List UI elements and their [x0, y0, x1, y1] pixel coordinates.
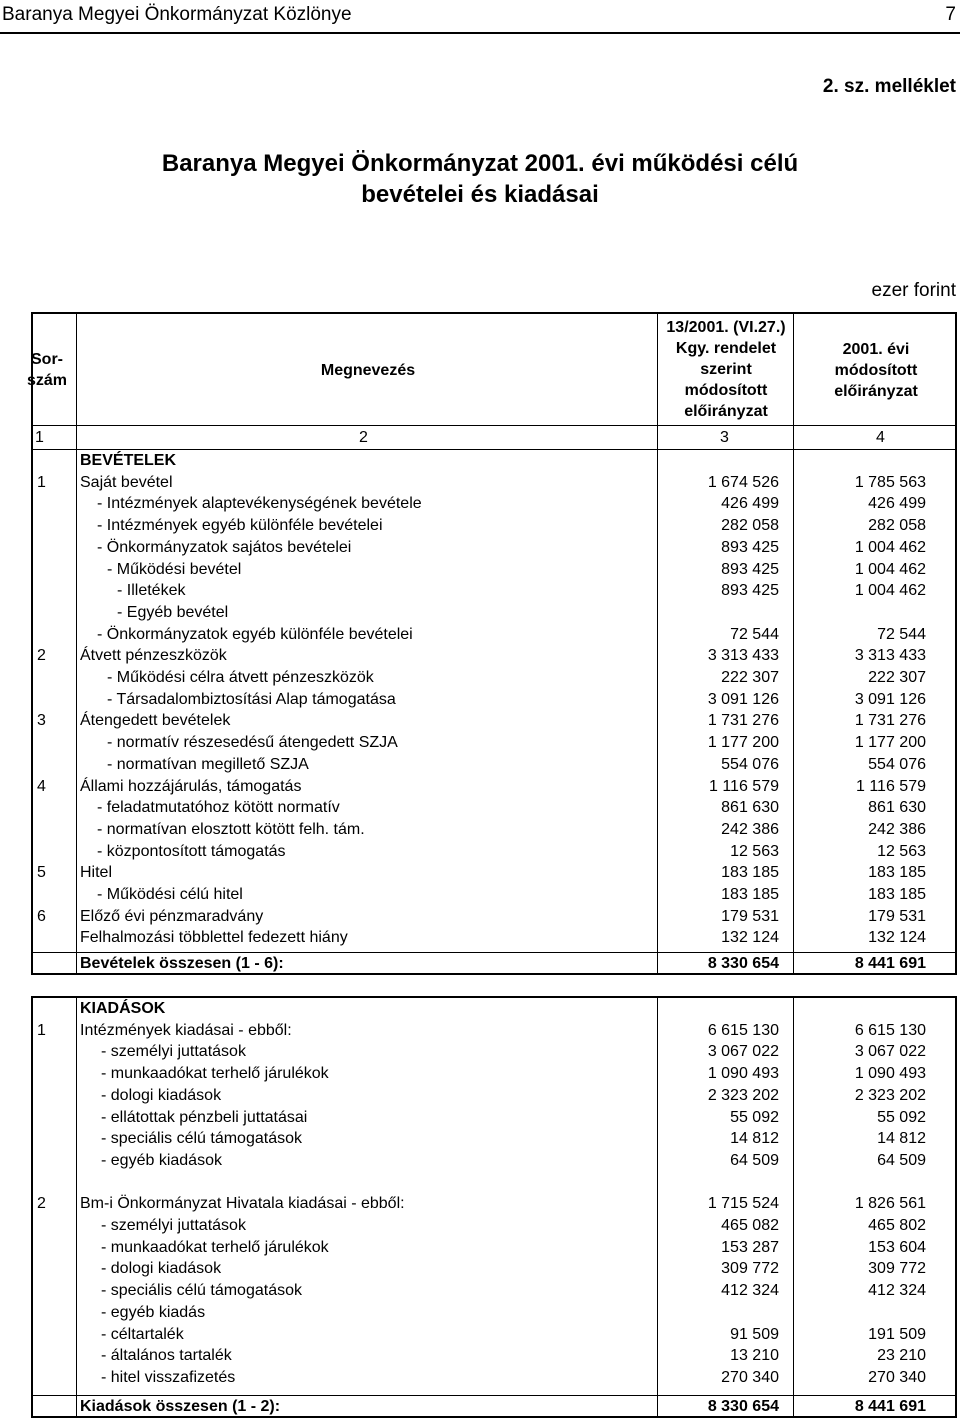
- row-value-modified: 282 058: [721, 517, 779, 535]
- row-value-2001: 2 323 202: [854, 1086, 926, 1104]
- row-number: 1: [37, 1021, 46, 1039]
- row-value-2001: 1 116 579: [856, 777, 926, 795]
- row-name: Hitel: [80, 864, 113, 882]
- row-name: Bm-i Önkormányzat Hivatala kiadásai - ebből:: [80, 1195, 405, 1213]
- row-value-2001: 3 067 022: [854, 1043, 926, 1061]
- row-value-2001: 309 772: [868, 1260, 926, 1278]
- row-value-2001: 3 091 126: [854, 690, 926, 708]
- row-value-2001: 55 092: [877, 1108, 926, 1126]
- row-value-modified: 1 116 579: [709, 777, 779, 795]
- row-value-modified: 309 772: [721, 1260, 779, 1278]
- revenue-table: [26, 312, 957, 975]
- row-name: - speciális célú támogatások: [101, 1130, 302, 1148]
- row-value-modified: 893 425: [721, 582, 779, 600]
- row-value-2001: 179 531: [868, 907, 926, 925]
- row-value-modified: 242 386: [721, 820, 779, 838]
- row-value-2001: 14 812: [877, 1130, 926, 1148]
- row-name: - céltartalék: [101, 1325, 184, 1343]
- row-value-2001: 183 185: [868, 864, 926, 882]
- row-value-modified: 183 185: [721, 864, 779, 882]
- row-name: - normatívan megillető SZJA: [107, 755, 309, 773]
- row-value-modified: 1 090 493: [707, 1065, 779, 1083]
- row-value-modified: 893 425: [721, 560, 779, 578]
- row-value-modified: 13 210: [730, 1347, 779, 1365]
- row-name: - központosított támogatás: [97, 842, 286, 860]
- row-name: - Önkormányzatok egyéb különféle bevételei: [97, 625, 413, 643]
- row-value-2001: 1 731 276: [854, 712, 926, 730]
- row-value-modified: 270 340: [721, 1368, 779, 1386]
- row-value-2001: 412 324: [868, 1282, 926, 1300]
- row-name: - normatív részesedésű átengedett SZJA: [107, 734, 398, 752]
- row-number: 4: [37, 777, 46, 795]
- row-value-modified: 1 177 200: [707, 734, 779, 752]
- row-value-2001: 3 313 433: [854, 647, 926, 665]
- row-value-2001: 183 185: [868, 886, 926, 903]
- row-value-modified: 861 630: [721, 799, 779, 817]
- row-value-2001: 1 004 462: [854, 560, 926, 578]
- row-value-modified: 893 425: [721, 538, 779, 556]
- row-value-modified: 1 674 526: [707, 473, 779, 491]
- row-value-2001: 153 604: [868, 1238, 926, 1256]
- row-value-modified: 3 067 022: [707, 1043, 779, 1061]
- row-value-2001: 242 386: [868, 820, 926, 838]
- row-value-2001: 222 307: [868, 669, 926, 686]
- row-value-modified: 91 509: [730, 1325, 779, 1343]
- col-divider: [76, 998, 77, 1416]
- row-value-2001: 1 004 462: [854, 582, 926, 600]
- row-value-modified: 132 124: [721, 929, 779, 947]
- row-value-2001: 1 177 200: [854, 734, 926, 752]
- row-value-2001: 1 004 462: [854, 538, 926, 556]
- row-value-modified: 14 812: [730, 1130, 779, 1148]
- row-name: - ellátottak pénzbeli juttatásai: [101, 1108, 308, 1126]
- row-value-modified: 6 615 130: [707, 1021, 779, 1039]
- row-value-2001: 282 058: [868, 517, 926, 535]
- row-name: - Önkormányzatok sajátos bevételei: [97, 538, 352, 556]
- row-name: Saját bevétel: [80, 473, 173, 491]
- header-sorszam: Sor- szám: [26, 351, 68, 389]
- row-name: - Intézmények egyéb különféle bevételei: [97, 517, 383, 535]
- col-number-1: 1: [35, 429, 44, 446]
- row-value-modified: 2 323 202: [707, 1086, 779, 1104]
- row-value-2001: 6 615 130: [854, 1021, 926, 1039]
- col-divider: [657, 998, 658, 1416]
- row-name: - speciális célú támogatások: [101, 1282, 302, 1300]
- row-name: - feladatmutatóhoz kötött normatív: [97, 799, 340, 817]
- row-value-modified: 1 715 524: [707, 1195, 779, 1213]
- row-name: - Egyéb bevétel: [117, 603, 229, 621]
- page-header: [0, 0, 960, 34]
- row-name: - egyéb kiadások: [101, 1151, 222, 1169]
- row-value-2001: 270 340: [868, 1368, 926, 1386]
- row-value-modified: 183 185: [721, 886, 779, 903]
- header-col3: 13/2001. (VI.27.) Kgy. rendelet szerint módosított előirányzat: [666, 319, 786, 420]
- row-name: Átvett pénzeszközök: [80, 647, 227, 665]
- row-name: - munkaadókat terhelő járulékok: [101, 1238, 329, 1256]
- row-name: - hitel visszafizetés: [101, 1368, 236, 1386]
- row-name: - általános tartalék: [101, 1347, 232, 1365]
- journal-title: Baranya Megyei Önkormányzat Közlönye: [2, 4, 352, 25]
- document-title-line1: Baranya Megyei Önkormányzat 2001. évi működési célú: [161, 150, 799, 177]
- row-divider: [33, 425, 955, 426]
- row-value-modified: 426 499: [721, 495, 779, 513]
- col-number-4: 4: [876, 429, 885, 446]
- row-name: Intézmények kiadásai - ebből:: [80, 1021, 292, 1039]
- row-value-modified: 64 509: [730, 1151, 779, 1169]
- row-number: 2: [37, 1195, 46, 1213]
- row-value-modified: 465 082: [721, 1217, 779, 1234]
- col-divider: [793, 314, 794, 973]
- row-name: - Működési bevétel: [107, 560, 242, 578]
- row-number: 3: [37, 712, 46, 730]
- row-number: 2: [37, 647, 46, 665]
- row-name: - Működési célú hitel: [97, 886, 243, 903]
- row-name: - normatívan elosztott kötött felh. tám.: [97, 820, 365, 838]
- row-value-modified: 55 092: [730, 1108, 779, 1126]
- document-title-line2: bevételei és kiadásai: [361, 181, 599, 208]
- row-name: - egyéb kiadás: [101, 1303, 206, 1321]
- row-name: Átengedett bevételek: [80, 712, 231, 730]
- row-name: Felhalmozási többlettel fedezett hiány: [80, 929, 348, 947]
- row-value-modified: 72 544: [730, 625, 779, 643]
- revenue-total-v2: 8 441 691: [854, 955, 926, 972]
- row-name: - Intézmények alaptevékenységének bevétele: [97, 495, 422, 513]
- row-name: - Illetékek: [117, 582, 186, 600]
- revenue-total-label: Bevételek összesen (1 - 6):: [80, 955, 284, 972]
- row-name: Előző évi pénzmaradvány: [80, 907, 264, 925]
- expense-total-v2: 8 441 691: [854, 1398, 926, 1415]
- row-value-2001: 12 563: [877, 842, 926, 860]
- row-value-modified: 3 091 126: [707, 690, 779, 708]
- row-number: 1: [37, 473, 46, 491]
- header-col4: 2001. évi módosított előirányzat: [834, 341, 918, 400]
- row-number: 6: [37, 907, 46, 925]
- row-value-modified: 153 287: [721, 1238, 779, 1256]
- row-value-2001: 426 499: [868, 495, 926, 513]
- row-value-2001: 23 210: [877, 1347, 926, 1365]
- col-number-3: 3: [720, 429, 729, 446]
- row-value-2001: 64 509: [877, 1151, 926, 1169]
- row-value-2001: 132 124: [868, 929, 926, 947]
- row-value-modified: 1 731 276: [707, 712, 779, 730]
- col-divider: [793, 998, 794, 1416]
- row-value-2001: 465 802: [868, 1217, 926, 1234]
- row-number: 5: [37, 864, 46, 882]
- row-value-modified: 3 313 433: [707, 647, 779, 665]
- col-number-2: 2: [359, 429, 368, 446]
- row-name: - munkaadókat terhelő járulékok: [101, 1065, 329, 1083]
- row-name: - dologi kiadások: [101, 1086, 222, 1104]
- row-value-2001: 1 785 563: [854, 473, 926, 491]
- header-megnevezes: Megnevezés: [320, 362, 416, 379]
- row-value-2001: 554 076: [868, 755, 926, 773]
- row-value-2001: 72 544: [877, 625, 926, 643]
- row-name: - személyi juttatások: [101, 1217, 246, 1234]
- row-value-modified: 12 563: [730, 842, 779, 860]
- row-value-modified: 554 076: [721, 755, 779, 773]
- col-divider: [76, 314, 77, 973]
- row-name: BEVÉTELEK: [80, 452, 177, 469]
- row-value-2001: 191 509: [868, 1325, 926, 1343]
- row-name: - dologi kiadások: [101, 1260, 222, 1278]
- row-name: - Működési célra átvett pénzeszközök: [107, 669, 374, 686]
- expense-table: [31, 996, 957, 1418]
- revenue-total-v1: 8 330 654: [707, 955, 779, 972]
- unit-label: ezer forint: [871, 280, 956, 301]
- col-divider: [657, 314, 658, 973]
- expense-total-v1: 8 330 654: [707, 1398, 779, 1415]
- row-value-modified: 222 307: [721, 669, 779, 686]
- annex-label: 2. sz. melléklet: [822, 76, 956, 97]
- row-name: KIADÁSOK: [80, 1000, 166, 1017]
- page-number: 7: [945, 4, 956, 25]
- expense-total-label: Kiadások összesen (1 - 2):: [80, 1398, 281, 1415]
- row-value-2001: 1 826 561: [854, 1195, 926, 1213]
- row-value-2001: 1 090 493: [854, 1065, 926, 1083]
- row-value-2001: 861 630: [868, 799, 926, 817]
- row-name: - Társadalombiztosítási Alap támogatása: [107, 690, 396, 708]
- row-name: - személyi juttatások: [101, 1043, 246, 1061]
- row-value-modified: 412 324: [721, 1282, 779, 1300]
- row-value-modified: 179 531: [721, 907, 779, 925]
- row-name: Állami hozzájárulás, támogatás: [80, 777, 302, 795]
